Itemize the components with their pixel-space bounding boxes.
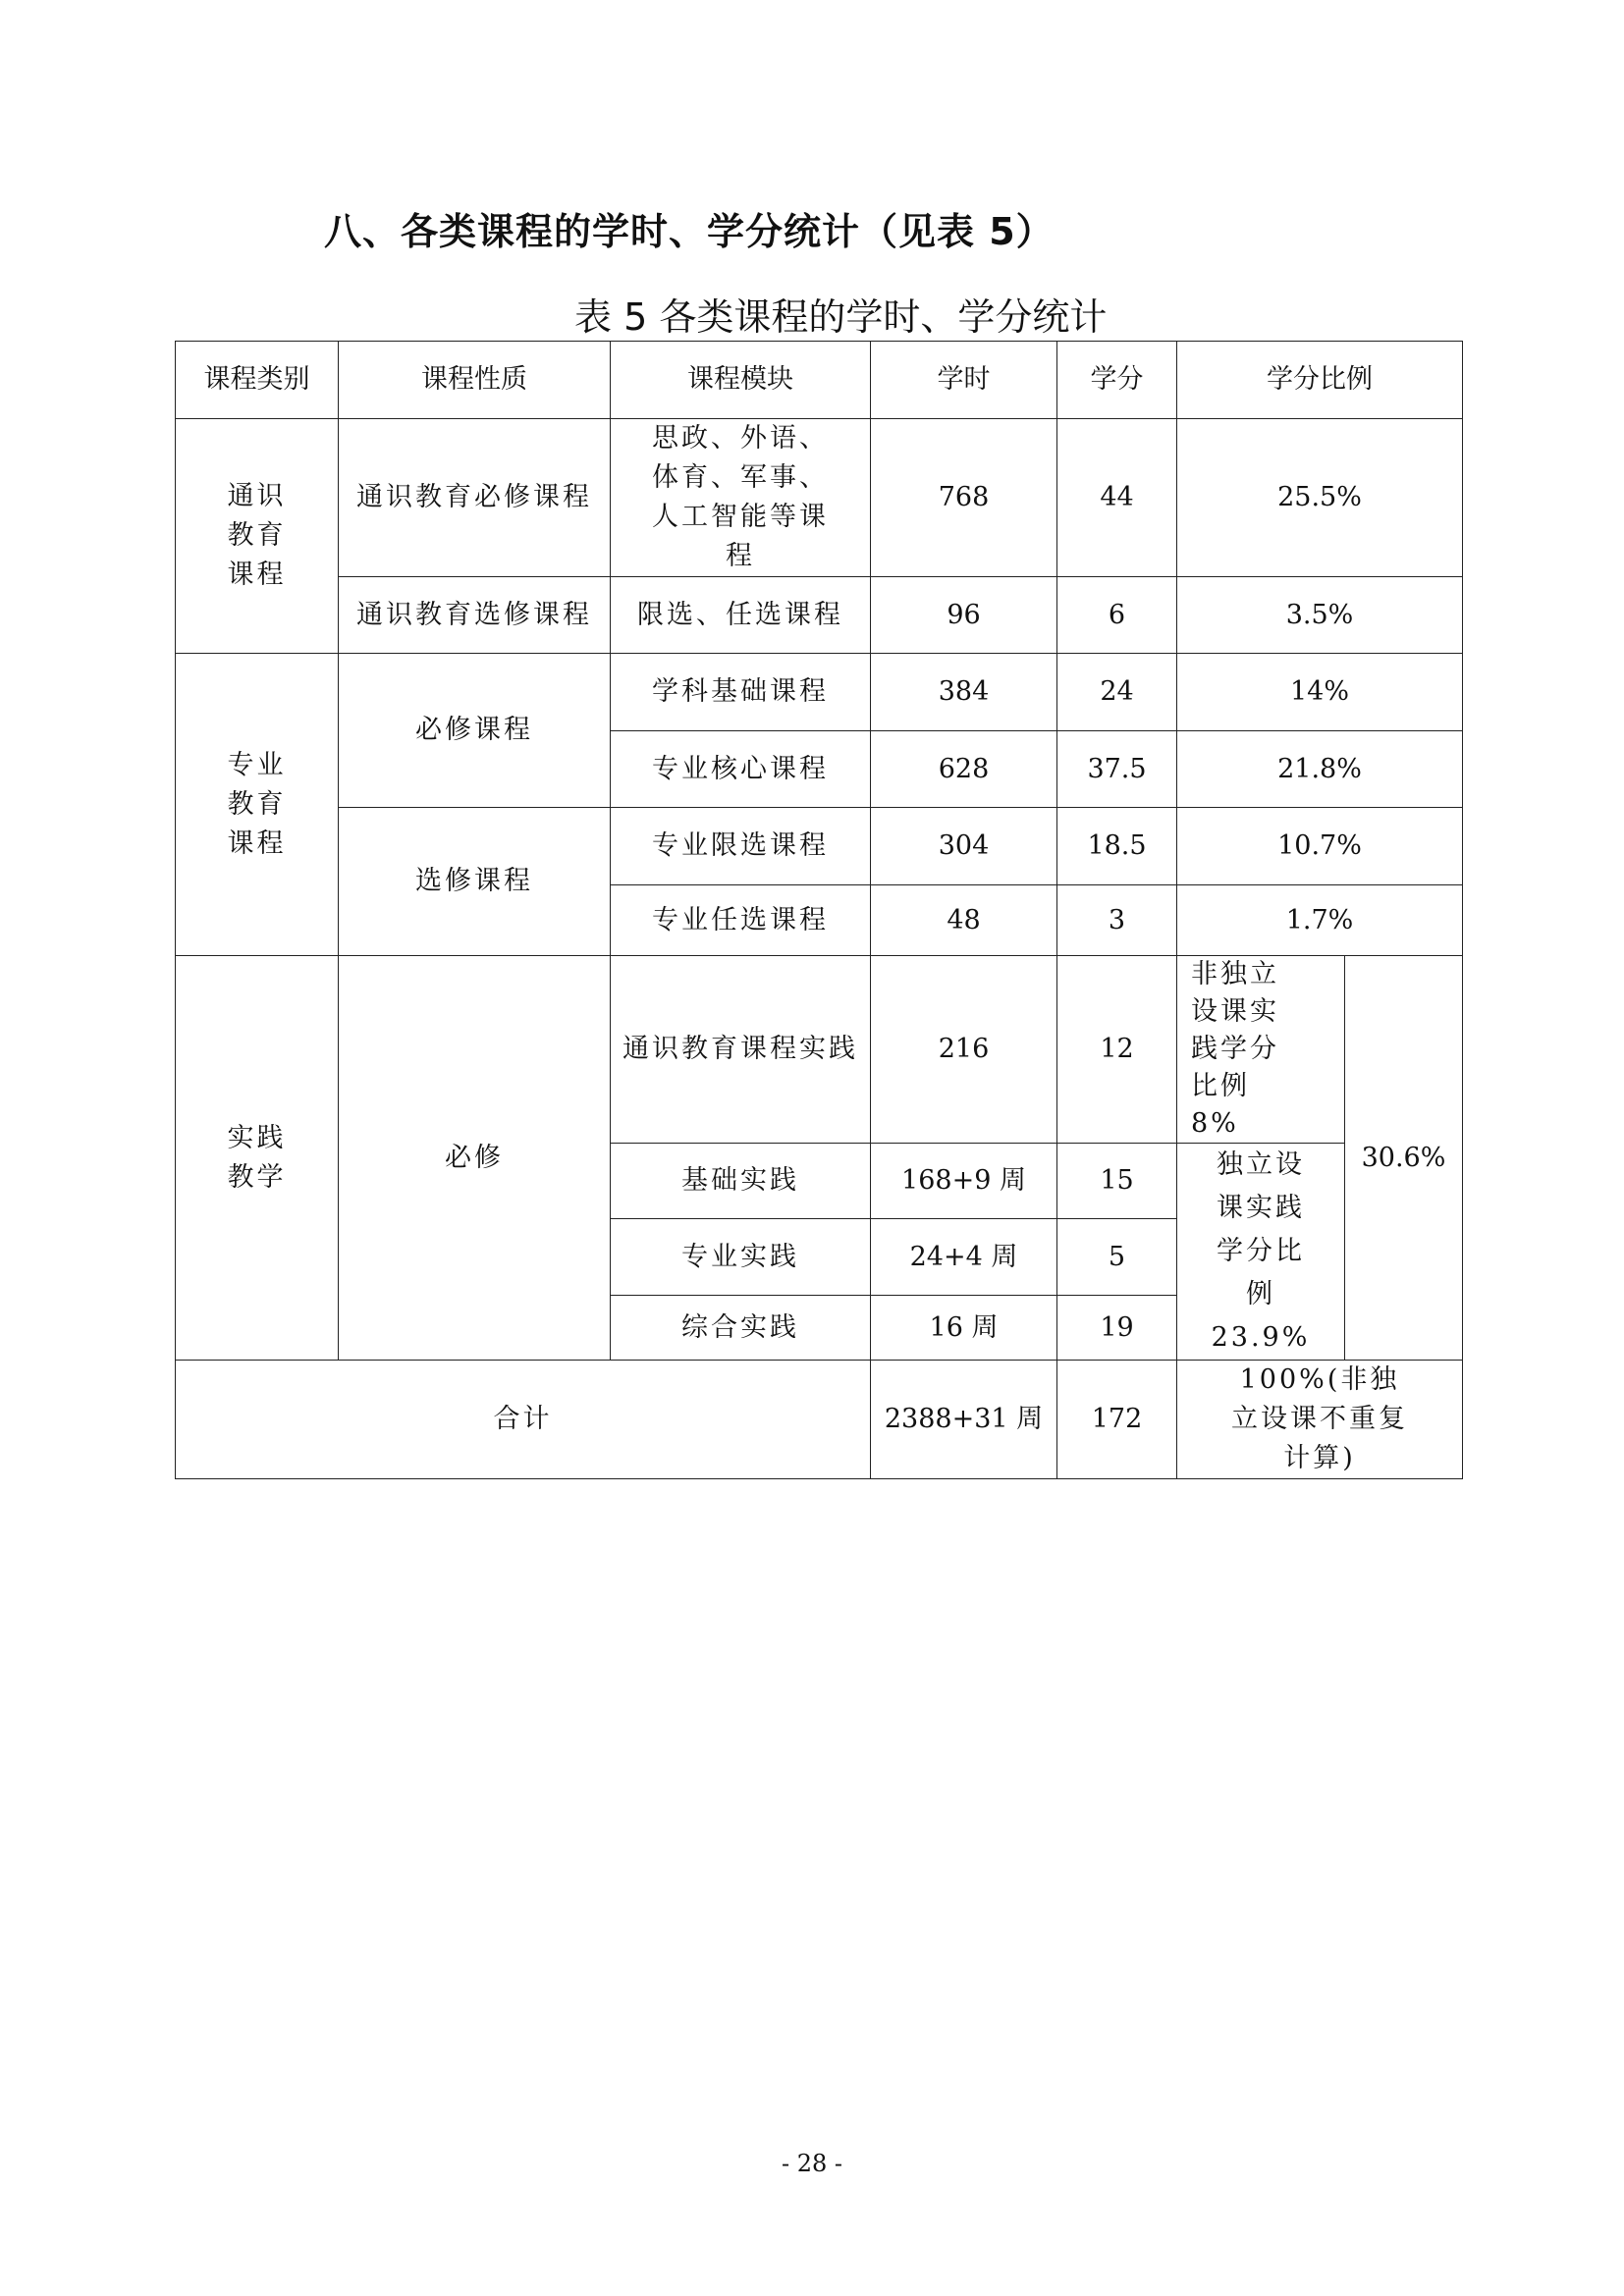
- header-module: 课程模块: [611, 342, 871, 419]
- general-elective-module: 限选、任选课程: [611, 577, 871, 654]
- table-row: [176, 577, 1463, 654]
- practice-module: 综合实践: [611, 1296, 871, 1361]
- major-module: 专业任选课程: [611, 885, 871, 956]
- table-row: [176, 419, 1463, 577]
- major-ratio: 14%: [1177, 654, 1463, 731]
- major-credits: 3: [1057, 885, 1177, 956]
- general-elective-credits: 6: [1057, 577, 1177, 654]
- total-row: [176, 1361, 1463, 1479]
- header-hours: 学时: [871, 342, 1057, 419]
- general-required-credits: 44: [1057, 419, 1177, 577]
- general-elective-nature: 通识教育选修课程: [339, 577, 611, 654]
- header-category: 课程类别: [176, 342, 339, 419]
- general-required-hours: 768: [871, 419, 1057, 577]
- practice-credits: 15: [1057, 1144, 1177, 1219]
- total-hours: 2388+31 周: [871, 1361, 1057, 1479]
- practice-category: 实践教学: [227, 1122, 287, 1193]
- header-credits: 学分: [1057, 342, 1177, 419]
- major-ratio: 10.7%: [1177, 808, 1463, 885]
- non-independent-ratio: 非独立设课实践学分比例 8%: [1177, 956, 1345, 1144]
- header-nature: 课程性质: [339, 342, 611, 419]
- practice-hours: 168+9 周: [871, 1144, 1057, 1219]
- major-required-nature: 必修课程: [339, 654, 611, 808]
- table-caption: 表 5 各类课程的学时、学分统计: [574, 295, 1108, 339]
- general-required-ratio: 25.5%: [1177, 419, 1463, 577]
- table-row: [176, 654, 1463, 731]
- major-module: 学科基础课程: [611, 654, 871, 731]
- general-category: 通识教育课程: [227, 481, 287, 590]
- major-ratio: 21.8%: [1177, 731, 1463, 808]
- major-elective-nature: 选修课程: [339, 808, 611, 956]
- practice-hours: 16 周: [871, 1296, 1057, 1361]
- major-credits: 37.5: [1057, 731, 1177, 808]
- general-elective-ratio: 3.5%: [1177, 577, 1463, 654]
- major-category: 专业教育课程: [227, 749, 287, 859]
- total-ratio: 100%(非独立设课不重复计算): [1177, 1361, 1463, 1479]
- practice-module: 通识教育课程实践: [611, 956, 871, 1144]
- credit-statistics-table: [175, 341, 1463, 1479]
- independent-ratio: 独立设课实践学分比例 23.9%: [1177, 1144, 1345, 1361]
- major-credits: 24: [1057, 654, 1177, 731]
- table-row: [176, 956, 1463, 1144]
- practice-credits: 19: [1057, 1296, 1177, 1361]
- major-hours: 304: [871, 808, 1057, 885]
- practice-credits: 12: [1057, 956, 1177, 1144]
- practice-module: 专业实践: [611, 1218, 871, 1296]
- practice-total-ratio: 30.6%: [1345, 956, 1463, 1361]
- practice-category-cell: [176, 956, 339, 1361]
- general-required-nature: 通识教育必修课程: [339, 419, 611, 577]
- total-label: 合计: [176, 1361, 871, 1479]
- practice-hours: 24+4 周: [871, 1218, 1057, 1296]
- practice-module: 基础实践: [611, 1144, 871, 1219]
- practice-credits: 5: [1057, 1218, 1177, 1296]
- practice-hours: 216: [871, 956, 1057, 1144]
- major-category-cell: [176, 654, 339, 956]
- major-hours: 384: [871, 654, 1057, 731]
- general-elective-hours: 96: [871, 577, 1057, 654]
- table-row: [176, 808, 1463, 885]
- major-credits: 18.5: [1057, 808, 1177, 885]
- major-module: 专业限选课程: [611, 808, 871, 885]
- general-category-cell: [176, 419, 339, 654]
- major-hours: 48: [871, 885, 1057, 956]
- section-heading: 八、各类课程的学时、学分统计（见表 5）: [324, 210, 1055, 253]
- general-required-module: 思政、外语、体育、军事、人工智能等课程: [611, 419, 871, 577]
- major-module: 专业核心课程: [611, 731, 871, 808]
- header-ratio: 学分比例: [1177, 342, 1463, 419]
- major-hours: 628: [871, 731, 1057, 808]
- practice-nature: 必修: [339, 956, 611, 1361]
- major-ratio: 1.7%: [1177, 885, 1463, 956]
- table-header-row: [176, 342, 1463, 419]
- total-credits: 172: [1057, 1361, 1177, 1479]
- page-number: - 28 -: [781, 2150, 842, 2177]
